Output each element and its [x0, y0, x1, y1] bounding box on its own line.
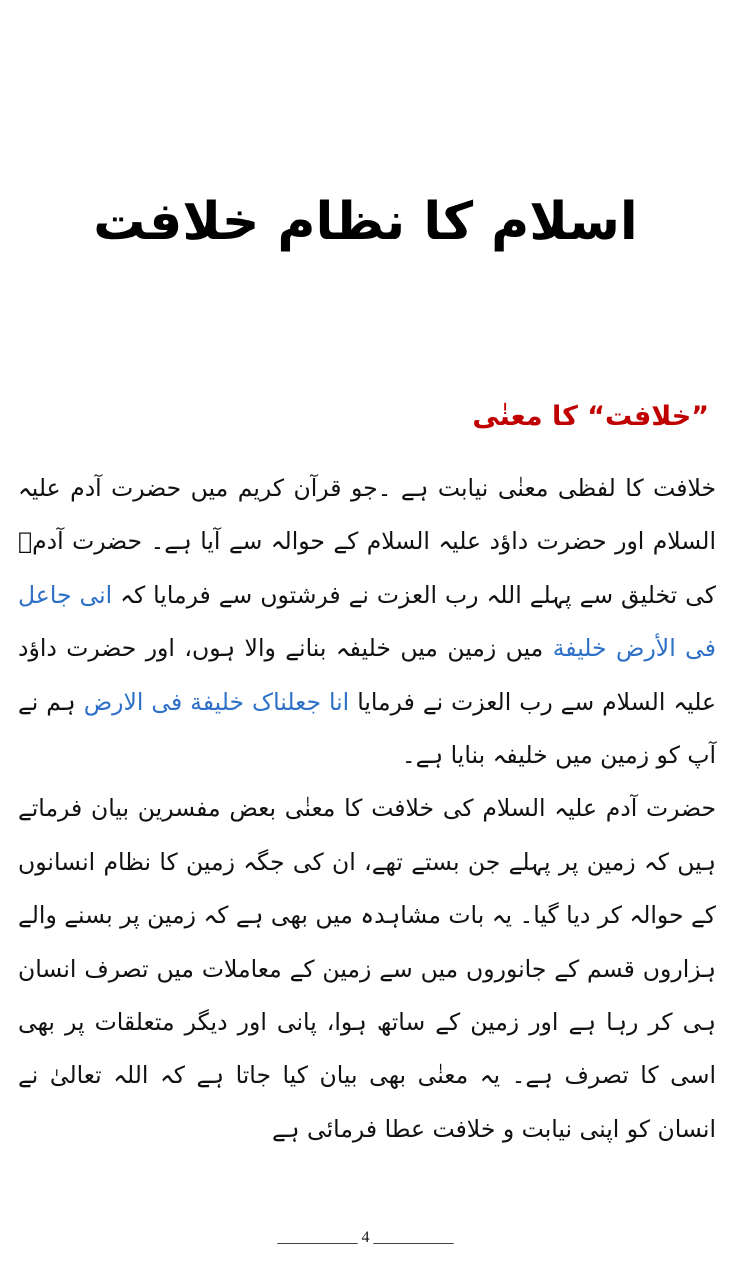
paragraph-1-text: خلافت کا لفظی معنٰی نیابت ہے ۔جو قرآن کریم میں حضرت آدم علیہ السلام اور حضرت داؤد علیہ السلام کے حوالہ سے آیا ہے۔ حضرت آدمؑ کی تخلیق سے پہلے اللہ رب العزت نے فرشتوں سے فرمایا کہ — [18, 474, 716, 609]
page-title: اسلام کا نظام خلافت — [93, 192, 638, 252]
paragraph-1-text: ہم نے آپ کو زمین میں خلیفہ بنایا ہے۔ — [18, 687, 716, 770]
section-heading: ”خلافت“ کا معنٰی — [472, 401, 709, 432]
quran-verse: انی جاعل فی الأرض خلیفة — [18, 580, 716, 663]
paragraph-2: حضرت آدم علیہ السلام کی خلافت کا معنٰی بعض مفسرین بیان فرماتے ہیں کہ زمین پر پہلے جن بستے تھے، ان کی جگہ زمین کا نظام انسانوں کے حوالہ کر دیا گیا۔ یہ بات مشاہدہ میں بھی ہے کہ زمین پر بسنے والے ہزاروں قسم کے جانوروں میں سے زمین کے معاملات میں تصرف انسان ہی کر رہا ہے اور زمین کے ساتھ ہوا، پانی اور دیگر متعلقات پر بھی اسی کا تصرف ہے۔ یہ معنٰی بھی بیان کیا جاتا ہے کہ اللہ تعالیٰ نے انسان کو اپنی نیابت و خلافت عطا فرمائی ہے — [17, 794, 716, 1143]
page-number-footer: __________ 4 __________ — [277, 1229, 454, 1246]
body-text — [18, 462, 716, 1156]
paragraph-1 — [18, 462, 716, 782]
quran-verse: انا جعلناک خلیفة فی الارض — [83, 687, 350, 716]
paragraph-1-text: میں زمین میں خلیفہ بنانے والا ہوں، اور حضرت داؤد علیہ السلام سے رب العزت نے فرمایا — [18, 634, 716, 716]
